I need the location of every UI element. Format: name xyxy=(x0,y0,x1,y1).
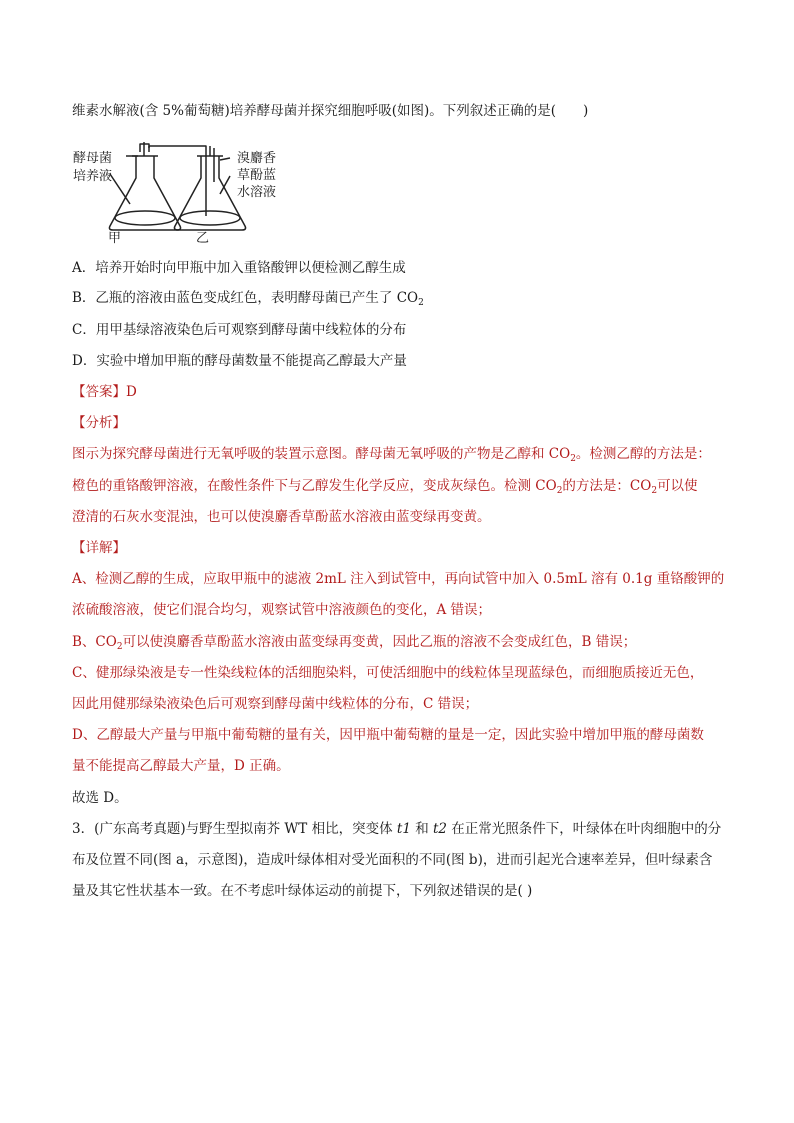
question-3-line-2: 布及位置不同(图 a，示意图)，造成叶绿体相对受光面积的不同(图 b)，进而引起光合速率差异，但叶绿素含 xyxy=(72,852,713,868)
detail-c-line-2: 因此用健那绿染液染色后可观察到酵母菌中线粒体的分布，C 错误； xyxy=(72,696,479,712)
detail-a-line-2: 浓硫酸溶液，使它们混合均匀，观察试管中溶液颜色的变化，A 错误； xyxy=(72,602,492,618)
label-reagent-1: 溴麝香 xyxy=(237,151,277,166)
option-c: C．用甲基绿溶液染色后可观察到酵母菌中线粒体的分布 xyxy=(72,322,407,338)
label-reagent-3: 水溶液 xyxy=(237,185,277,200)
answer-line xyxy=(72,382,732,402)
fermentation-apparatus-figure xyxy=(70,138,300,248)
analysis-line-2: 橙色的重铬酸钾溶液，在酸性条件下与乙醇发生化学反应，变成灰绿色。检测 $CO_2$的方法是：$CO_2$可以使 xyxy=(72,478,698,496)
detail-d-line-1: D、乙醇最大产量与甲瓶中葡萄糖的量有关，因甲瓶中葡萄糖的量是一定，因此实验中增加甲瓶的酵母菌数 xyxy=(72,727,704,743)
label-flask-jia: 甲 xyxy=(108,231,122,246)
detail-b-line: B、$CO_2$可以使溴麝香草酚蓝水溶液由蓝变绿再变黄，因此乙瓶的溶液不会变成红色，B 错误； xyxy=(72,634,637,652)
label-culture-medium: 培养液 xyxy=(73,169,113,184)
label-flask-yi: 乙 xyxy=(196,231,210,246)
question-stem: 维素水解液(含 5%葡萄糖)培养酵母菌并探究细胞呼吸(如图)。下列叙述正确的是( ) xyxy=(72,103,589,119)
question-3-line-1: 3．(广东高考真题)与野生型拟南芥 WT 相比，突变体 t1 和 t2 在正常光照条件下，叶绿体在叶肉细胞中的分 xyxy=(72,821,722,837)
detail-c-line-1: C、健那绿染液是专一性染线粒体的活细胞染料，可使活细胞中的线粒体呈现蓝绿色，而细胞质接近无色， xyxy=(72,665,704,681)
option-d: D．实验中增加甲瓶的酵母菌数量不能提高乙醇最大产量 xyxy=(72,353,407,369)
question-3-line-3: 量及其它性状基本一致。在不考虑叶绿体运动的前提下，下列叙述错误的是( ) xyxy=(72,883,533,899)
answer-value: D xyxy=(126,384,137,400)
answer-tag: 【答案】 xyxy=(72,384,126,400)
option-b: B．乙瓶的溶液由蓝色变成红色，表明酵母菌已产生了 $CO_2$ xyxy=(72,290,424,308)
detail-a-line-1: A、检测乙醇的生成，应取甲瓶中的滤液 2mL 注入到试管中，再向试管中加入 0.5mL 溶有 0.1g 重铬酸钾的 xyxy=(72,571,725,587)
analysis-line-1: 图示为探究酵母菌进行无氧呼吸的装置示意图。酵母菌无氧呼吸的产物是乙醇和 $CO_2$。检测乙醇的方法是： xyxy=(72,446,711,464)
detail-d-line-2: 量不能提高乙醇最大产量，D 正确。 xyxy=(72,758,290,774)
conclusion: 故选 D。 xyxy=(72,790,128,806)
analysis-tag: 【分析】 xyxy=(72,415,126,431)
option-a: A．培养开始时向甲瓶中加入重铬酸钾以便检测乙醇生成 xyxy=(72,260,406,276)
label-reagent-2: 草酚蓝 xyxy=(237,168,277,183)
detail-tag: 【详解】 xyxy=(72,540,126,556)
label-yeast: 酵母菌 xyxy=(73,151,113,166)
analysis-line-3: 澄清的石灰水变混浊，也可以使溴麝香草酚蓝水溶液由蓝变绿再变黄。 xyxy=(72,509,491,525)
